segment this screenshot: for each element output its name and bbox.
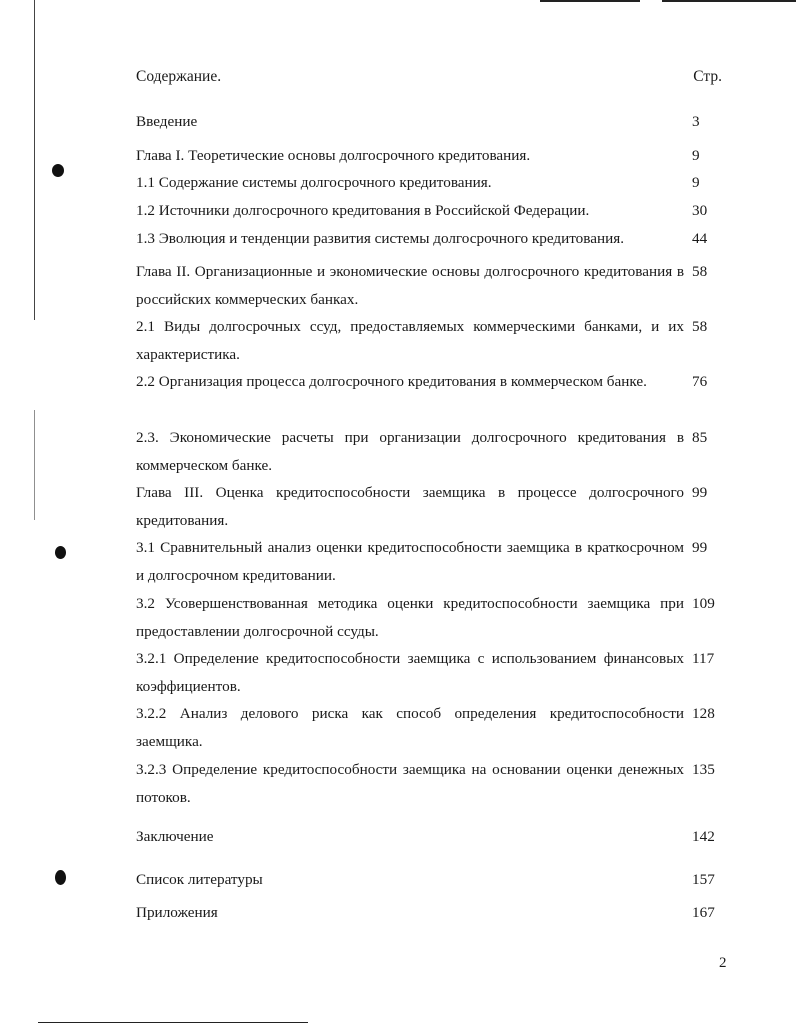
scan-left-edge-mark	[34, 410, 35, 520]
toc-entry-page: 85	[692, 429, 708, 446]
scan-top-rule	[540, 0, 640, 2]
toc-entry-text: Глава II. Организационные и экономические основы долгосрочного кредитования в российских коммерческих банках.	[136, 263, 684, 308]
toc-entry-text: Список литературы	[136, 871, 263, 888]
toc-entry-page: 58	[692, 263, 708, 280]
toc-entry-page: 157	[692, 871, 715, 888]
toc-entry-text: Глава III. Оценка кредитоспособности заемщика в процессе долгосрочного кредитования.	[136, 484, 684, 529]
toc-entry-text: Заключение	[136, 828, 214, 845]
punch-hole-1	[52, 164, 64, 177]
toc-entry-text: 2.2 Организация процесса долгосрочного кредитования в коммерческом банке.	[136, 373, 647, 390]
toc-title: Содержание.	[136, 68, 222, 85]
toc-header	[136, 64, 722, 92]
toc-entry-text: 3.2.2 Анализ делового риска как способ определения кредитоспособности заемщика.	[136, 705, 684, 750]
toc-entry-text: 2.1 Виды долгосрочных ссуд, предоставляемых коммерческими банками, и их характеристика.	[136, 318, 684, 363]
toc-entry-text: Введение	[136, 113, 198, 130]
toc-entry-text: 3.1 Сравнительный анализ оценки кредитоспособности заемщика в краткосрочном и долгосрочном кредитовании.	[136, 539, 684, 584]
toc-entry-page: 167	[692, 904, 715, 921]
toc-entry-text: Приложения	[136, 904, 218, 921]
toc-entry-page: 142	[692, 828, 715, 845]
punch-hole-2	[55, 546, 66, 559]
toc-entry-page: 9	[692, 174, 700, 191]
toc-entry-text: 3.2 Усовершенствованная методика оценки кредитоспособности заемщика при предоставлении долгосрочной ссуды.	[136, 595, 684, 640]
toc-entry-page: 58	[692, 318, 708, 335]
scan-left-edge	[34, 0, 35, 320]
toc-entry-page: 3	[692, 113, 700, 130]
toc-entry-page: 99	[692, 539, 708, 556]
toc-entry-page: 30	[692, 202, 708, 219]
toc-entry-text: 3.2.1 Определение кредитоспособности заемщика с использованием финансовых коэффициентов.	[136, 650, 684, 695]
scan-bottom-rule	[38, 1022, 308, 1023]
toc-entry-page: 117	[692, 650, 715, 667]
toc-entry-text: Глава I. Теоретические основы долгосрочного кредитования.	[136, 147, 531, 164]
toc-entry-text: 3.2.3 Определение кредитоспособности заемщика на основании оценки денежных потоков.	[136, 761, 684, 806]
punch-hole-3	[55, 870, 66, 885]
toc-entry-text: 1.1 Содержание системы долгосрочного кредитования.	[136, 174, 492, 191]
toc-entry-page: 135	[692, 761, 715, 778]
toc-entry-text: 1.2 Источники долгосрочного кредитования в Российской Федерации.	[136, 202, 590, 219]
toc-entry-page: 128	[692, 705, 715, 722]
toc-entry-text: 2.3. Экономические расчеты при организации долгосрочного кредитования в коммерческом банке.	[136, 429, 684, 474]
toc-entry-page: 9	[692, 147, 700, 164]
toc-entry-text: 1.3 Эволюция и тенденции развития системы долгосрочного кредитования.	[136, 230, 625, 247]
toc-entry-page: 99	[692, 484, 708, 501]
toc-entry-page: 44	[692, 230, 708, 247]
toc-entry-page: 76	[692, 373, 708, 390]
scan-top-rule-right	[662, 0, 796, 2]
page-number: 2	[719, 955, 727, 971]
toc-entry-page: 109	[692, 595, 715, 612]
page-column-label: Стр.	[693, 68, 722, 85]
